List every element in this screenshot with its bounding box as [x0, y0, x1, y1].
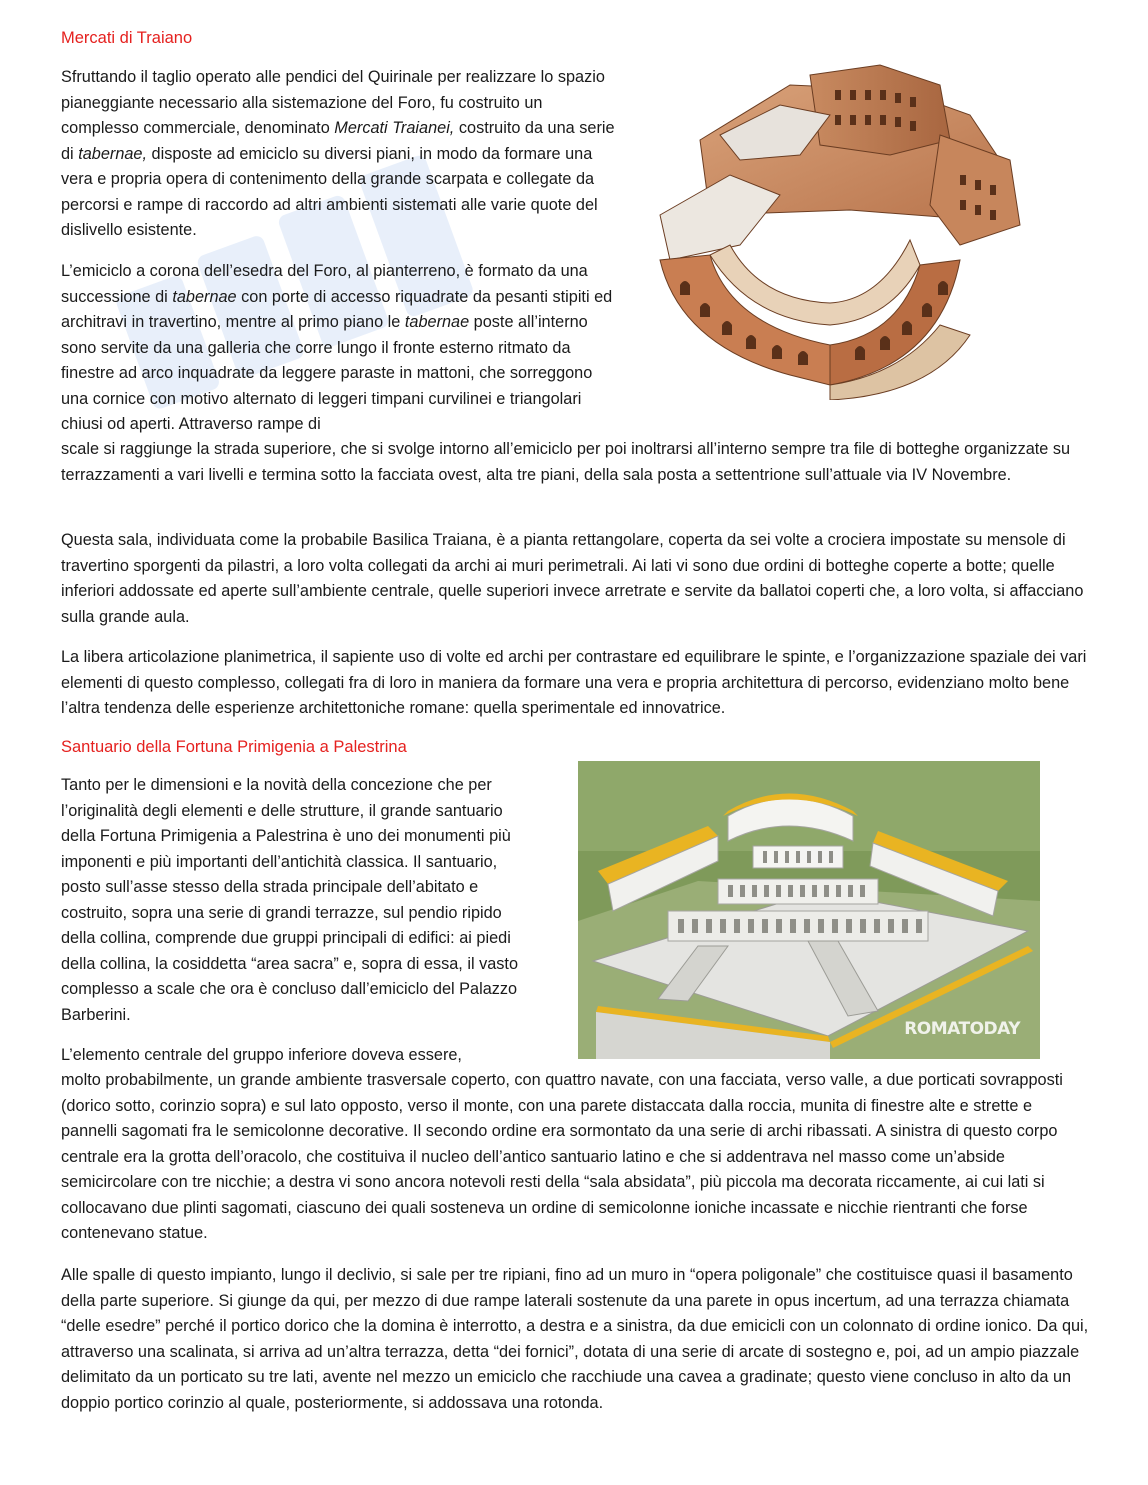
- paragraph-santuario-3: Alle spalle di questo impianto, lungo il declivio, si sale per tre ripiani, fino ad un muro in “opera poligonale” che costituisce quasi il basamento della parte superiore. Si giunge da qui, per mezzo di due rampe laterali sostenute da una parete in opus incertum, ad una terrazza chiamata “delle esedre” perché il portico dorico che la domina è interrotto, a destra e a sinistra, da due emicicli con un colonnato di ordine ionico. Da qui, attraverso una scalinata, si arriva ad un’altra terrazza, detta “dei fornici”, dotata di una serie di arcate di sostegno e, poi, ad un ampio piazzale delimitato da un porticato su tre lati, avente nel mezzo un emiciclo che racchiude una cavea a gradinate; questo viene concluso in alto da un doppio portico corinzio al quale, posteriormente, si addossava una rotonda.: [61, 1266, 1089, 1412]
- santuario-illustration: [578, 761, 1040, 1059]
- paragraph-mercati-3: Questa sala, individuata come la probabile Basilica Traiana, è a pianta rettangolare, coperta da sei volte a crociera impostate su mensole di travertino sporgenti da pilastri, a loro volta collegati da archi ai muri perimetrali. Ai lati vi sono due ordini di botteghe coperte a botte; quelle inferiori addossate ed aperte sull’ambiente centrale, quelle superiori invece arretrate e servite da ballatoi coperti che, a loro volta, si affacciano sulla grande aula.: [61, 531, 1084, 626]
- paragraph-mercati-2: L’emiciclo a corona dell’esedra del Foro, al pianterreno, è formato da una successione di tabernae con porte di accesso riquadrate da pesanti stipiti ed architravi in travertino, mentre al primo piano le tabernae poste all’interno sono servite da una galleria che corre lungo il fronte esterno ritmato da finestre ad arco inquadrate da leggere paraste in mattoni, che sorreggono una cornice con motivo alternato di leggeri timpani curvilinei e triangolari chiusi od aperti. Attraverso rampe di: [61, 262, 613, 433]
- paragraph-mercati-4: La libera articolazione planimetrica, il sapiente uso di volte ed archi per contrastare ed equilibrare le spinte, e l’organizzazione spaziale dei vari elementi di questo complesso, collegati fra di loro in maniera da formare una vera e propria architettura di percorso, evidenziano molto bene l’altra tendenza delle esperienze architettoniche romane: quella sperimentale ed innovatrice.: [61, 648, 1087, 717]
- paragraph-santuario-1: Tanto per le dimensioni e la novità della concezione che per l’originalità degli elementi e delle strutture, il grande santuario della Fortuna Primigenia a Palestrina è uno dei monumenti più imponenti e più importanti dell’antichità classica. Il santuario, posto sull’asse stesso della strada principale dell’abitato e costruito, sopra una serie di grandi terrazze, sul pendio ripido della collina, comprende due gruppi principali di edifici: ai piedi della collina, la cosiddetta “area sacra” e, sopra di essa, il vasto complesso a scale che ora è concluso dall’emiciclo del Palazzo Barberini.: [61, 776, 519, 1024]
- section-title-santuario: Santuario della Fortuna Primigenia a Palestrina: [61, 738, 407, 756]
- figure-mercati-traiano: [640, 45, 1040, 400]
- image-logo-romatoday: ROMATODAY: [904, 1019, 1020, 1039]
- paragraph-mercati-1: Sfruttando il taglio operato alle pendici del Quirinale per realizzare lo spazio pianeggiante necessario alla sistemazione del Foro, fu costruito un complesso commerciale, denominato Mercati Traianei, costruito da una serie di tabernae, disposte ad emiciclo su diversi piani, in modo da formare una vera e propria opera di contenimento della grande scarpata e collegate da percorsi e rampe di raccordo ad altri ambienti sistemati alle varie quote del dislivello esistente.: [61, 68, 615, 239]
- section-title-mercati: Mercati di Traiano: [61, 29, 193, 47]
- figure-santuario-palestrina: [578, 761, 1040, 1059]
- paragraph-santuario-2-start: L’elemento centrale del gruppo inferiore doveva essere,: [61, 1046, 462, 1064]
- paragraph-mercati-2-continued: scale si raggiunge la strada superiore, che si svolge intorno all’emiciclo per poi inoltrarsi all’interno sempre tra file di botteghe organizzate su terrazzamenti a vari livelli e termina sotto la facciata ovest, alta tre piani, della sala posta a settentrione sull’attuale via IV Novembre.: [61, 440, 1071, 484]
- paragraph-santuario-2: molto probabilmente, un grande ambiente trasversale coperto, con quattro navate, con una facciata, verso valle, a due porticati sovrapposti (dorico sotto, corinzio sopra) e sul lato opposto, verso il monte, con una parete distaccata dalla roccia, munita di finestre alte e strette e pannelli sagomati fra le semicolonne decorative. Il secondo ordine era sormontato da una serie di archi ribassati. A sinistra di questo corpo centrale era la grotta dell’oracolo, che costituiva il nucleo dell’antico santuario latino e che si addentrava nel masso come un’abside semicircolare con tre nicchie; a destra vi sono ancora notevoli resti della “sala absidata”, più piccola ma decorata riccamente, ai cui lati si collocavano due plinti sagomati, ciascuno dei quali sosteneva un ordine di semicolonne ioniche incassate e nicchie rientranti che forse contenevano statue.: [61, 1071, 1063, 1242]
